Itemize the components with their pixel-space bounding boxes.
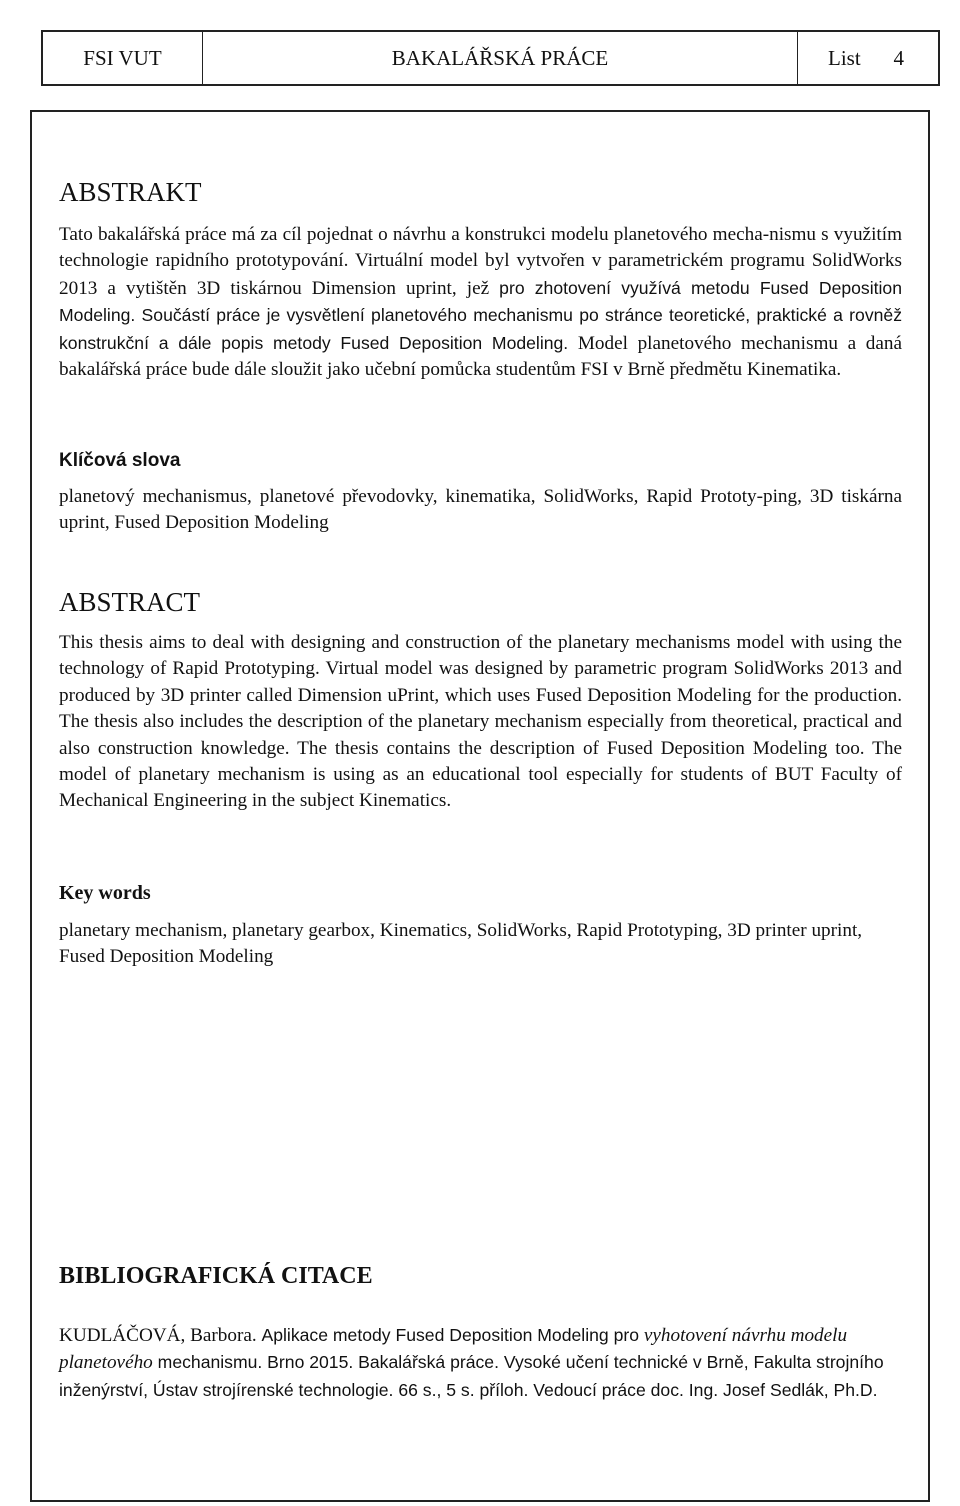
abstrakt-section xyxy=(59,176,902,208)
abstrakt-text-part-2: pro zhotovení využívá metodu Fused Deposition Modeling. Součástí práce je vysvětlení planetového mechanismu po stránce teoretické, praktické a rovněž konstrukční a dále popis metody Fused Deposition Modeling. xyxy=(59,277,902,353)
key-words-section xyxy=(59,880,902,906)
abstrakt-heading: ABSTRAKT xyxy=(59,177,202,207)
abstract-heading: ABSTRACT xyxy=(59,587,201,617)
header-document-type-text: BAKALÁŘSKÁ PRÁCE xyxy=(391,45,609,70)
klicova-slova-section xyxy=(59,448,902,474)
header-page xyxy=(798,32,938,84)
header-institution xyxy=(43,32,203,84)
page-header xyxy=(41,30,940,86)
citation-details: Brno 2015. Bakalářská práce. Vysoké učení technické v Brně, Fakulta strojního inženýrství, Ústav strojírenské technologie. 66 s., 5 s. příloh. Vedoucí práce doc. Ing. Josef Sedlák, Ph.D. xyxy=(59,1352,884,1400)
abstrakt-text xyxy=(59,222,902,383)
klicova-slova-text: planetový mechanismus, planetové převodovky, kinematika, SolidWorks, Rapid Prototy-ping, 3D tiskárna uprint, Fused Deposition Modeling xyxy=(59,486,902,534)
bibliography-section xyxy=(59,1260,902,1292)
key-words-text: planetary mechanism, planetary gearbox, Kinematics, SolidWorks, Rapid Prototyping, 3D printer uprint, Fused Deposition Modeling xyxy=(59,920,863,968)
header-list-label: List xyxy=(828,45,861,70)
abstrakt-body xyxy=(59,222,902,383)
header-institution-text: FSI VUT xyxy=(83,45,162,70)
abstrakt-text-part-1: Tato bakalářská práce má za cíl pojednat o návrhu a konstrukci modelu planetového mecha-nismu s využitím technologie rapidního prototypování. Virtuální model byl vytvořen v parametrickém programu SolidWorks 2013 a vytištěn 3D tiskárnou Dimension uprint, jež xyxy=(59,224,902,299)
citation-title-italic: vyhotovení návrhu modelu planetového xyxy=(59,1325,848,1374)
bibliography-body xyxy=(59,1322,902,1404)
abstract-section xyxy=(59,586,902,618)
citation-title-end: mechanismu. xyxy=(152,1352,263,1373)
citation-title-plain: Aplikace metody Fused Deposition Modeling pro xyxy=(261,1325,644,1345)
abstract-text: This thesis aims to deal with designing and construction of the planetary mechanisms model with using the technology of Rapid Prototyping. Virtual model was designed by parametric program SolidWorks 2013 and produced by 3D printer called Dimension uPrint, which uses Fused Deposition Modeling for the production. The thesis also includes the description of the planetary mechanism especially from theoretical, practical and also construction knowledge. The thesis contains the description of Fused Deposition Modeling too. The model of planetary mechanism is using as an educational tool especially for students of BUT Faculty of Mechanical Engineering in the subject Kinematics. xyxy=(59,632,902,812)
abstrakt-text-part-3: Model planetového mechanismu a daná bakalářská práce bude dále sloužit jako učební pomůcka studentům FSI v Brně předmětu Kinematika. xyxy=(59,332,902,381)
klicova-slova-heading: Klíčová slova xyxy=(59,450,181,471)
abstract-body xyxy=(59,630,902,815)
key-words-body xyxy=(59,918,902,971)
citation-author: KUDLÁČOVÁ, Barbora. xyxy=(59,1325,262,1346)
header-document-type xyxy=(203,32,798,84)
bibliography-heading: BIBLIOGRAFICKÁ CITACE xyxy=(59,1263,373,1289)
header-page-number: 4 xyxy=(893,45,904,70)
key-words-heading: Key words xyxy=(59,882,151,904)
klicova-slova-body xyxy=(59,484,902,537)
bibliography-citation xyxy=(59,1322,902,1404)
